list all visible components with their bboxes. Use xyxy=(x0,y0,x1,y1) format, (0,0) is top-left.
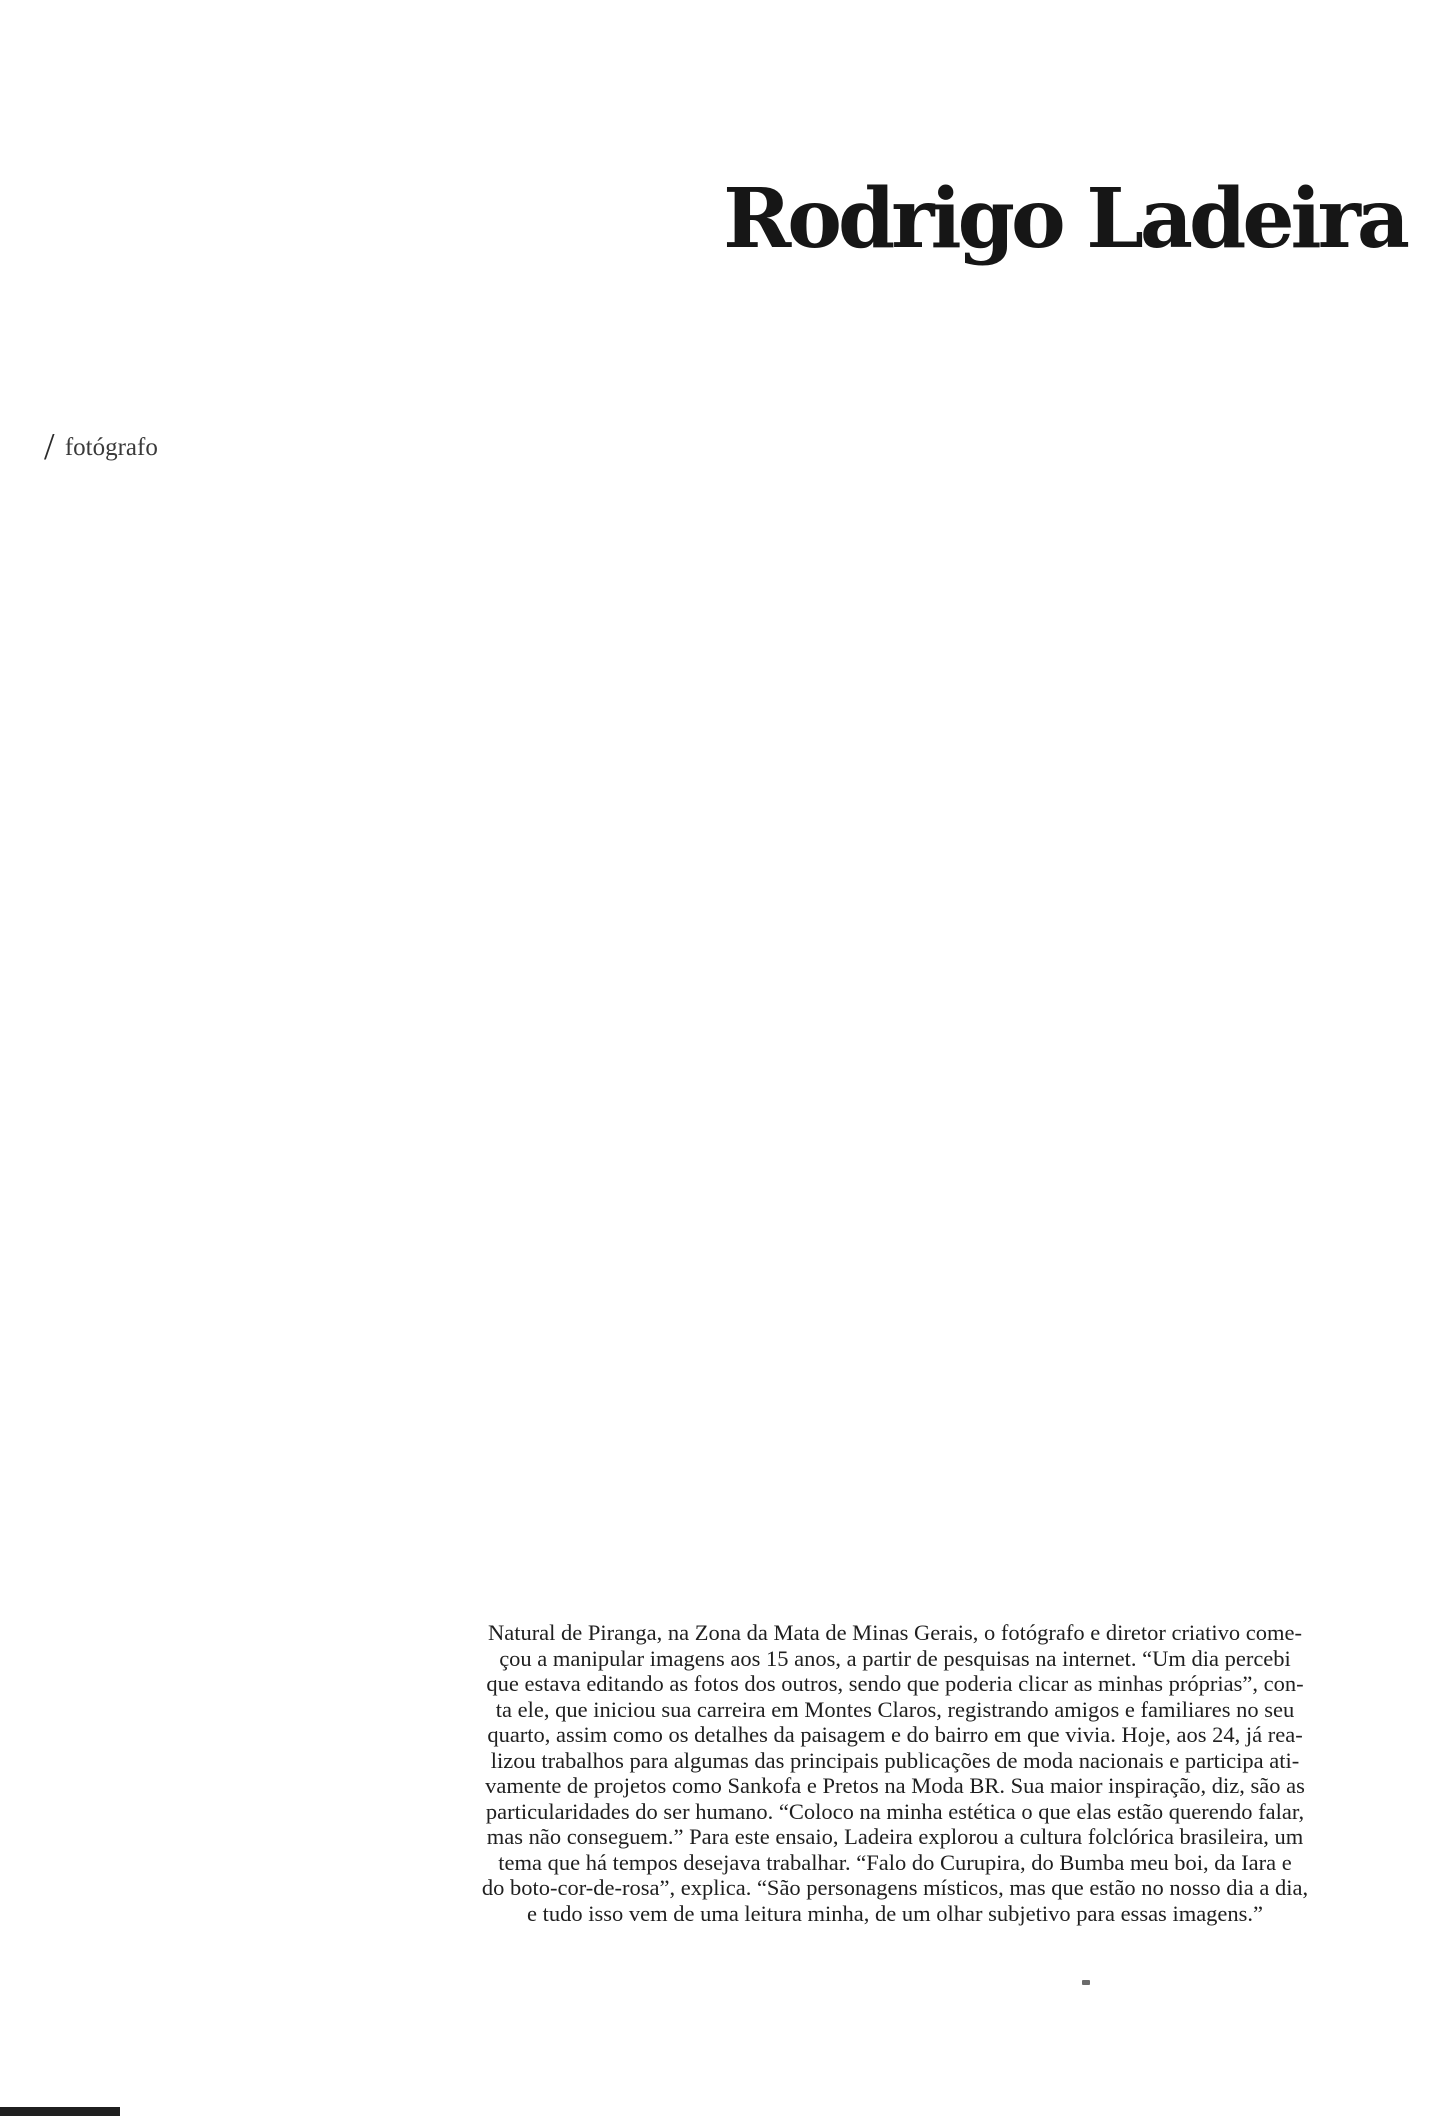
role-text: fotógrafo xyxy=(64,434,158,461)
body-line: Natural de Piranga, na Zona da Mata de Minas Gerais, o fotógrafo e diretor criativo come- xyxy=(487,1620,1303,1645)
body-line: vamente de projetos como Sankofa e Pretos na Moda BR. Sua maior inspiração, diz, são as xyxy=(485,1773,1305,1798)
body-line: que estava editando as fotos dos outros, sendo que poderia clicar as minhas próprias”, con- xyxy=(486,1671,1304,1696)
body-line: mas não conseguem.” Para este ensaio, Ladeira explorou a cultura folclórica brasileira, um xyxy=(486,1824,1304,1849)
body-line: particularidades do ser humano. “Coloco na minha estética o que elas estão querendo falar, xyxy=(485,1798,1305,1824)
body-line: e tudo isso vem de uma leitura minha, de um olhar subjetivo para essas imagens.” xyxy=(526,1900,1264,1926)
slash-mark: / xyxy=(44,426,55,468)
body-line: do boto-cor-de-rosa”, explica. “São personagens místicos, mas que estão no nosso dia a dia, xyxy=(481,1875,1309,1900)
role-label xyxy=(44,425,158,469)
body-line: lizou trabalhos para algumas das principais publicações de moda nacionais e participa ati- xyxy=(490,1747,1300,1773)
end-of-article-mark xyxy=(1082,1980,1090,1985)
body-line: tema que há tempos desejava trabalhar. “Falo do Curupira, do Bumba meu boi, da Iara e xyxy=(498,1849,1292,1875)
article-body xyxy=(400,1620,1390,1926)
body-line: quarto, assim como os detalhes da paisagem e do bairro em que vivia. Hoje, aos 24, já rea- xyxy=(487,1722,1303,1747)
body-line: ta ele, que iniciou sua carreira em Montes Claros, registrando amigos e familiares no seu xyxy=(495,1696,1295,1722)
scan-edge-shadow xyxy=(0,2107,120,2116)
page-title: Rodrigo Ladeira xyxy=(723,171,1406,267)
body-line: çou a manipular imagens aos 15 anos, a partir de pesquisas na internet. “Um dia percebi xyxy=(499,1645,1291,1671)
